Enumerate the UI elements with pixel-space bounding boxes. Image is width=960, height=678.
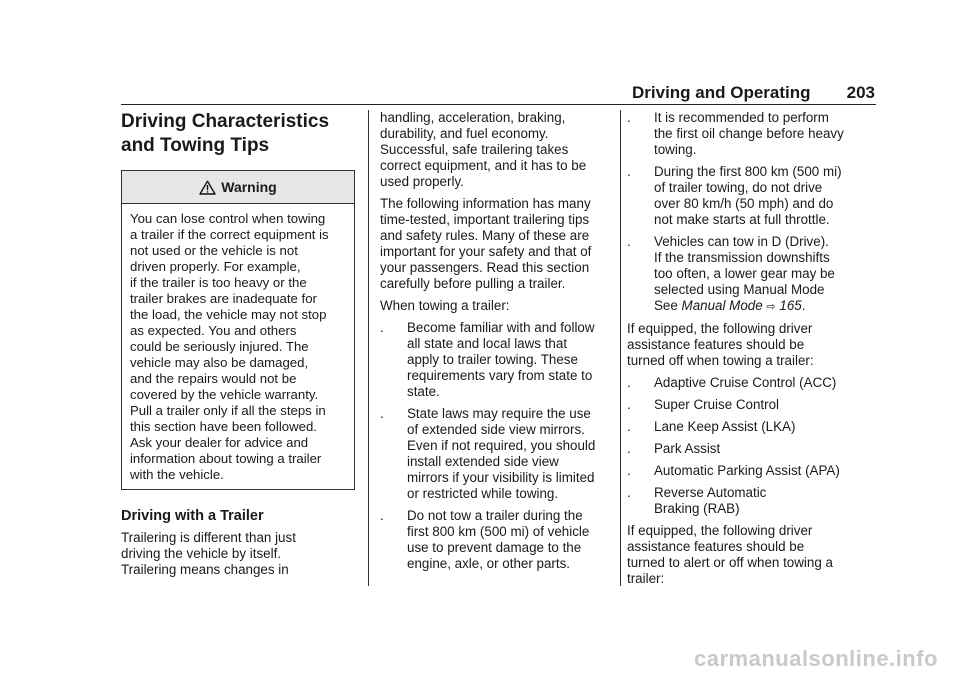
text-line: first 800 km (500 mi) of vehicle (407, 524, 590, 539)
column-divider (368, 110, 369, 586)
text-line: If equipped, the following driver (627, 523, 813, 538)
list-item (627, 419, 877, 435)
list-item (627, 234, 877, 315)
text-line: or restricted while towing. (407, 486, 559, 501)
warning-line: trailer brakes are inadequate for (130, 291, 317, 306)
warning-line: driven properly. For example, (130, 259, 301, 274)
list-item (380, 406, 618, 502)
feature-label: Lane Keep Assist (LKA) (654, 419, 796, 434)
text-line: durability, and fuel economy. (380, 126, 549, 141)
text-line: not make starts at full throttle. (654, 212, 830, 227)
text-line: driving the vehicle by itself. (121, 546, 282, 561)
text-line: turned off when towing a trailer: (627, 353, 814, 368)
feature-label: Braking (RAB) (654, 501, 740, 516)
list-item (627, 164, 877, 228)
text-line: trailer: (627, 571, 665, 586)
main-title-line-1: Driving Characteristics (121, 111, 330, 132)
warning-box (121, 170, 355, 490)
column-3 (627, 110, 877, 593)
main-title-line-2: and Towing Tips (121, 135, 270, 156)
warning-line: Pull a trailer only if all the steps in (130, 403, 326, 418)
text-line: If equipped, the following driver (627, 321, 813, 336)
text-line: If the transmission downshifts (654, 250, 830, 265)
warning-line: not used or the vehicle is not (130, 243, 298, 258)
watermark: carmanualsonline.info (694, 646, 938, 671)
text-line: mirrors if your visibility is limited (407, 470, 595, 485)
warning-title: Warning (221, 179, 277, 195)
text-line: and safety rules. Many of these are (380, 228, 590, 243)
manual-mode-link[interactable]: Manual Mode (681, 298, 763, 313)
list-item (627, 110, 877, 158)
text-line: time-tested, important trailering tips (380, 212, 590, 227)
warning-line: with the vehicle. (130, 467, 224, 482)
page-header (632, 83, 875, 105)
warning-line: this section have been followed. (130, 419, 317, 434)
feature-label: Adaptive Cruise Control (ACC) (654, 375, 837, 390)
text-line: During the first 800 km (500 mi) (654, 164, 842, 179)
feature-label: Super Cruise Control (654, 397, 780, 412)
warning-line: You can lose control when towing (130, 211, 326, 226)
page-ref-arrow-icon: ⇨ (766, 301, 776, 313)
text-line: The following information has many (380, 196, 591, 211)
bullet: . (627, 463, 631, 478)
cross-reference[interactable] (654, 298, 805, 313)
text-line: Even if not required, you should (407, 438, 596, 453)
text-line: all state and local laws that (407, 336, 568, 351)
warning-line: Ask your dealer for advice and (130, 435, 309, 450)
paragraph (627, 523, 877, 587)
text-line: of extended side view mirrors. (407, 422, 585, 437)
list-item (380, 508, 618, 572)
bullet: . (380, 508, 384, 523)
text-line: assistance features should be (627, 337, 805, 352)
text-line: install extended side view (407, 454, 559, 469)
text-line: over 80 km/h (50 mph) and do (654, 196, 834, 211)
text-line: important for your safety and that of (380, 244, 592, 259)
feature-label: Reverse Automatic (654, 485, 767, 500)
warning-text (122, 204, 354, 489)
text-line: state. (407, 384, 440, 399)
bullet: . (627, 485, 631, 500)
text-line: carefully before pulling a trailer. (380, 276, 566, 291)
list-item (627, 441, 877, 457)
bullet: . (627, 110, 631, 125)
text-line: Become familiar with and follow (407, 320, 595, 335)
feature-label: Park Assist (654, 441, 721, 456)
bullet: . (627, 441, 631, 456)
list-item (380, 320, 618, 400)
text-line: apply to trailer towing. These (407, 352, 578, 367)
section-title: Driving and Operating (632, 83, 811, 102)
paragraph: When towing a trailer: (380, 298, 510, 313)
warning-line: and the repairs would not be (130, 371, 297, 386)
bullet: . (627, 234, 631, 249)
bullet: . (627, 419, 631, 434)
feature-label: Automatic Parking Assist (APA) (654, 463, 840, 478)
page-ref-number[interactable]: 165 (779, 298, 802, 313)
warning-line: a trailer if the correct equipment is (130, 227, 329, 242)
list-item (627, 397, 877, 413)
text-line: It is recommended to perform (654, 110, 829, 125)
text-line: assistance features should be (627, 539, 805, 554)
text-line: Trailering means changes in (121, 562, 289, 577)
subheading-driving-with-trailer: Driving with a Trailer (121, 508, 264, 524)
warning-triangle-icon (199, 180, 216, 195)
paragraph (380, 110, 618, 190)
period: . (801, 298, 806, 313)
paragraph (380, 196, 618, 292)
warning-line: information about towing a trailer (130, 451, 322, 466)
header-rule (121, 104, 876, 105)
bullet: . (627, 164, 631, 179)
paragraph (627, 321, 877, 369)
text-line: Do not tow a trailer during the (407, 508, 583, 523)
warning-header (122, 171, 354, 204)
text-line: towing. (654, 142, 697, 157)
page-number: 203 (846, 83, 875, 102)
text-line: use to prevent damage to the (407, 540, 582, 555)
text-line: Vehicles can tow in D (Drive). (654, 234, 829, 249)
main-title (121, 110, 355, 158)
bullet: . (380, 320, 384, 335)
text-line: Successful, safe trailering takes (380, 142, 569, 157)
list-item (627, 463, 877, 479)
text-line: turned to alert or off when towing a (627, 555, 833, 570)
text-line: correct equipment, and it has to be (380, 158, 587, 173)
text-line: selected using Manual Mode (654, 282, 825, 297)
text-line: the first oil change before heavy (654, 126, 844, 141)
column-2 (380, 110, 618, 578)
text-line: your passengers. Read this section (380, 260, 590, 275)
intro-paragraph (121, 530, 355, 578)
text-line: requirements vary from state to (407, 368, 593, 383)
warning-line: could be seriously injured. The (130, 339, 309, 354)
bullet: . (380, 406, 384, 421)
warning-line: the load, the vehicle may not stop (130, 307, 327, 322)
text-line: handling, acceleration, braking, (380, 110, 566, 125)
text-line: engine, axle, or other parts. (407, 556, 571, 571)
warning-line: if the trailer is too heavy or the (130, 275, 307, 290)
list-item (627, 375, 877, 391)
warning-line: vehicle may also be damaged, (130, 355, 309, 370)
bullet: . (627, 375, 631, 390)
text-line: used properly. (380, 174, 464, 189)
text-line: Trailering is different than just (121, 530, 296, 545)
text-line: of trailer towing, do not drive (654, 180, 823, 195)
list-item (627, 485, 877, 517)
column-1 (121, 110, 355, 584)
column-divider (620, 110, 621, 586)
warning-line: as expected. You and others (130, 323, 297, 338)
warning-line: covered by the vehicle warranty. (130, 387, 319, 402)
text-line: State laws may require the use (407, 406, 591, 421)
bullet: . (627, 397, 631, 412)
text-line: too often, a lower gear may be (654, 266, 835, 281)
see-prefix: See (654, 298, 682, 313)
